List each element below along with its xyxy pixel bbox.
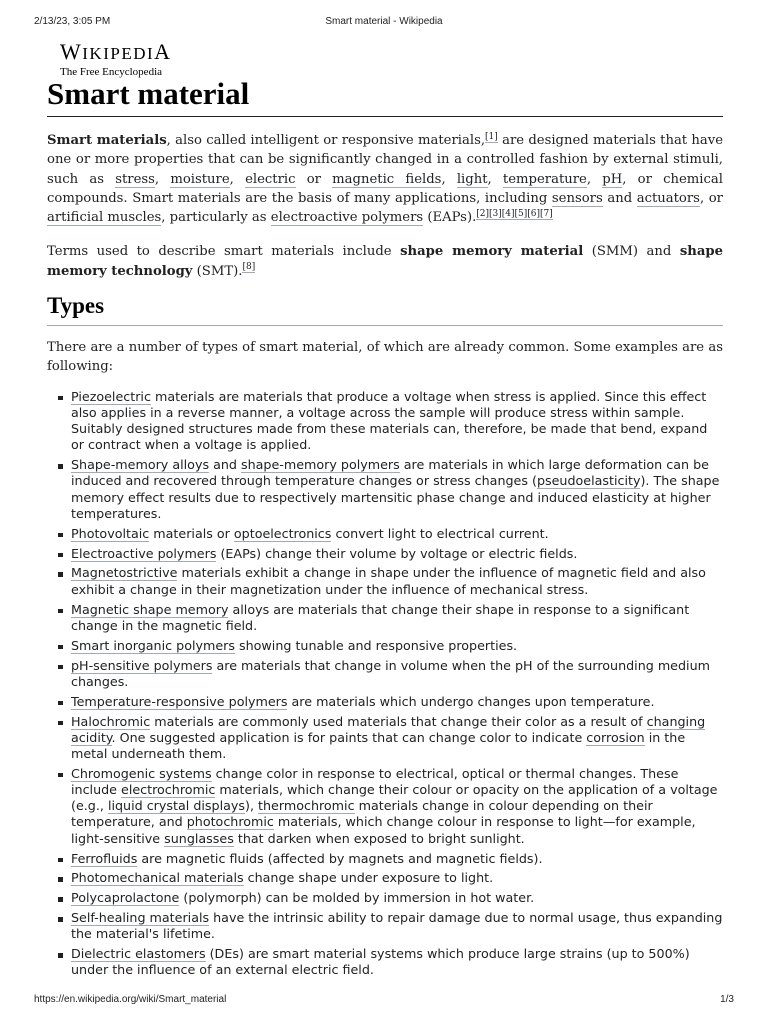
citation-7[interactable]: [7] [540,208,553,219]
link-polycaprolactone[interactable]: Polycaprolactone [71,890,180,906]
bullet-icon [58,721,63,726]
list-item [71,946,723,978]
link-corrosion[interactable]: corrosion [586,729,645,745]
intro-paragraph [47,131,723,227]
link-temperature[interactable]: temperature [502,171,587,187]
link-liquid-crystal-displays[interactable]: liquid crystal displays [107,798,245,814]
intro-text: , or chemical compounds. Smart materials are the basis of many applications, including [47,171,723,206]
types-intro: There are a number of types of smart material, of which are already common. Some examples are as following: [47,340,723,375]
link-piezoelectric[interactable]: Piezoelectric [71,388,151,404]
item-text: (polymorph) can be molded by immersion in hot water. [179,890,535,906]
list-item [71,389,723,454]
item-text: materials are commonly used materials that change their color as a result of [150,713,647,729]
print-page-number: 1/3 [720,994,734,1005]
list-item [71,890,723,906]
terms-text: (SMT). [192,263,243,279]
citation-4[interactable]: [4] [501,208,515,219]
link-ph-sensitive-polymers[interactable]: pH-sensitive polymers [71,657,213,673]
link-dielectric-elastomers[interactable]: Dielectric elastomers [71,946,206,962]
item-text: materials exhibit a change in shape under the influence of magnetic field and also exhibit a change in their magnetization under the influence of mechanical stress. [71,565,706,597]
link-optoelectronics[interactable]: optoelectronics [233,525,332,541]
page-title: Smart material [47,76,723,117]
item-text: that darken when exposed to bright sunlight. [233,830,525,846]
bullet-icon [58,773,63,778]
link-ferrofluids[interactable]: Ferrofluids [71,850,138,866]
bullet-icon [58,858,63,863]
item-text: have the intrinsic ability to repair damage due to normal usage, thus expanding the material's lifetime. [71,910,723,942]
bullet-icon [58,917,63,922]
list-item [71,714,723,763]
item-text: are materials which undergo changes upon temperature. [287,693,655,709]
logo-wordmark: WIKIPEDIA [60,39,172,64]
link-artificial-muscles[interactable]: artificial muscles [47,210,162,226]
wikipedia-logo[interactable] [60,40,172,78]
print-footer [0,994,768,1010]
link-chromogenic-systems[interactable]: Chromogenic systems [71,765,212,781]
link-ph[interactable]: pH [602,171,623,187]
bullet-icon [58,572,63,577]
link-actuators[interactable]: actuators [636,190,700,206]
intro-bold-term: Smart materials [47,133,167,148]
item-text: materials, which change colour in response to light—for example, light-sensitive [71,814,696,846]
intro-text: , also called intelligent or responsive materials, [166,133,486,148]
bullet-icon [58,533,63,538]
citation-6[interactable]: [6] [527,208,541,219]
link-photovoltaic[interactable]: Photovoltaic [71,525,150,541]
citation-3[interactable]: [3] [489,208,502,219]
link-self-healing-materials[interactable]: Self-healing materials [71,910,210,926]
link-shape-memory-alloys[interactable]: Shape-memory alloys [71,457,210,473]
link-smart-inorganic-polymers[interactable]: Smart inorganic polymers [71,637,235,653]
bullet-icon [58,609,63,614]
item-text: ). The shape memory effect results due to respectively martensitic phase change and induced elasticity at higher temperatures. [71,473,720,521]
item-text: materials, which change their colour or opacity on the application of a voltage (e.g., [71,782,718,814]
link-shape-memory-polymers[interactable]: shape-memory polymers [241,457,400,473]
article-content [47,76,723,982]
term-smt: shape memory technology [47,244,723,279]
list-item [71,870,723,886]
terms-paragraph [47,242,723,281]
item-text: materials or [149,525,234,541]
item-text: showing tunable and responsive properties. [234,637,518,653]
item-text: alloys are materials that change their shape in response to a significant change in the magnetic field. [71,601,690,633]
types-list [47,389,723,979]
list-item [71,658,723,690]
link-electrochromic[interactable]: electrochromic [121,782,216,798]
print-url: https://en.wikipedia.org/wiki/Smart_material [34,994,227,1005]
intro-text: , [586,171,603,187]
item-text: in the metal underneath them. [71,729,686,761]
bullet-icon [58,877,63,882]
print-date: 2/13/23, 3:05 PM [34,16,111,27]
link-electroactive-polymers[interactable]: electroactive polymers [270,210,424,226]
link-photochromic[interactable]: photochromic [186,814,274,830]
logo-tagline: The Free Encyclopedia [60,66,163,78]
bullet-icon [58,897,63,902]
intro-text: , [487,171,503,187]
citation-5[interactable]: [5] [514,208,528,219]
list-item [71,457,723,522]
intro-text: , [229,171,246,187]
bullet-icon [58,553,63,558]
citation-2[interactable]: [2] [476,208,490,219]
link-electroactive-polymers-2[interactable]: Electroactive polymers [71,545,217,561]
link-light[interactable]: light [456,171,488,187]
link-stress[interactable]: stress [115,171,155,187]
list-item [71,565,723,597]
print-title: Smart material - Wikipedia [325,16,443,27]
link-pseudoelasticity[interactable]: pseudoelasticity [536,473,641,489]
intro-text: , [154,171,171,187]
item-text: and [209,457,241,473]
item-text: ), [245,798,259,814]
link-temperature-responsive-polymers[interactable]: Temperature-responsive polymers [71,693,288,709]
intro-text: (EAPs). [423,210,477,226]
intro-text: , or [699,190,723,206]
list-item [71,766,723,847]
intro-text: , particularly as [161,210,271,226]
item-text: are materials in which large deformation can be induced and recovered through temperature changes or stress changes ( [71,457,709,489]
item-text: change shape under exposure to light. [243,870,494,886]
bullet-icon [58,953,63,958]
list-item [71,694,723,710]
list-item [71,851,723,867]
citation-ref[interactable] [485,132,498,143]
item-text: are materials that change in volume when the pH of the surrounding medium changes. [71,657,710,689]
list-item [71,910,723,942]
link-thermochromic[interactable]: thermochromic [258,798,355,814]
intro-text: or [295,171,333,187]
item-text: materials change in colour depending on their temperature, and [71,798,653,830]
item-text: (DEs) are smart material systems which produce large strains (up to 500%) under the influence of an external electric field. [71,946,690,978]
citation-ref[interactable] [242,262,255,273]
intro-text: and [602,190,637,206]
item-text: materials are materials that produce a voltage when stress is applied. Since this effect also applies in a reverse manner, a voltage across the sample will produce stress within sample. Suitably designed structures made from these materials can, therefore, be made that bend, expand or contract when a voltage is applied. [71,388,708,453]
term-smm: shape memory material [400,244,584,260]
list-item [71,638,723,654]
item-text: convert light to electrical current. [331,525,549,541]
item-text: . One suggested application is for paints that can change color to indicate [111,729,587,745]
link-moisture[interactable]: moisture [170,171,230,187]
link-photomechanical-materials[interactable]: Photomechanical materials [71,870,244,886]
link-halochromic[interactable]: Halochromic [71,713,151,729]
print-header [0,16,768,32]
link-magnetostrictive[interactable]: Magnetostrictive [71,565,178,581]
list-item [71,602,723,634]
item-text: change color in response to electrical, optical or thermal changes. These include [71,765,679,798]
citation-1[interactable]: [1] [485,131,498,142]
link-sensors[interactable]: sensors [551,190,603,206]
link-magnetic-fields[interactable]: magnetic fields [332,171,442,187]
bullet-icon [58,665,63,670]
bullet-icon [58,645,63,650]
terms-text: (SMM) and [583,244,680,260]
item-text: (EAPs) change their volume by voltage or electric fields. [216,545,578,561]
citation-refs[interactable] [476,209,553,220]
list-item [71,526,723,542]
link-magnetic-shape-memory[interactable]: Magnetic shape memory [71,601,229,617]
list-item [71,546,723,562]
bullet-icon [58,701,63,706]
terms-text: Terms used to describe smart materials include [47,244,401,260]
bullet-icon [58,396,63,401]
citation-8[interactable]: [8] [242,262,256,273]
link-sunglasses[interactable]: sunglasses [164,830,234,846]
link-changing-acidity[interactable]: changing acidity [71,713,706,745]
link-electric[interactable]: electric [245,171,296,187]
intro-text: are designed materials that have one or more properties that can be significantly changed in a controlled fashion by external stimuli, such as [47,133,723,187]
intro-text: , [441,171,457,187]
bullet-icon [58,464,63,469]
item-text: are magnetic fluids (affected by magnets and magnetic fields). [137,850,543,866]
section-heading-types: Types [47,292,723,326]
